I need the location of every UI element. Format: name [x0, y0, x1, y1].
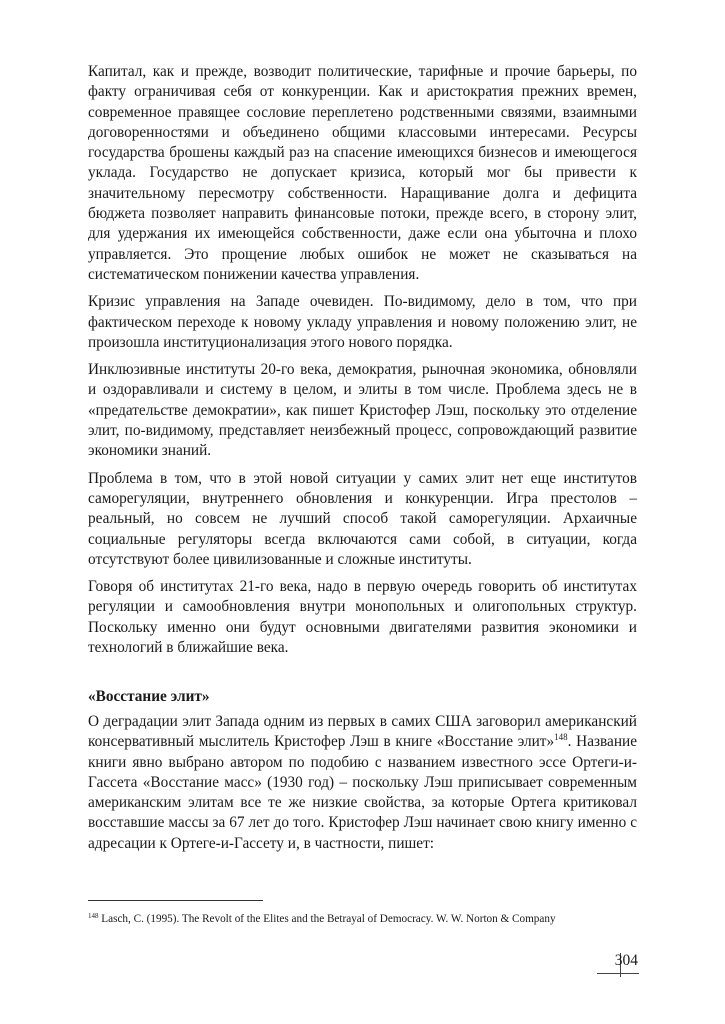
paragraph-self-regulation: Проблема в том, что в этой новой ситуации у самих элит нет еще институтов саморегуляции, внутреннего обновления и конкуренции. Игра престолов – реальный, но совсем не лучший способ такой саморегуляции. Архаичные социальные регуляторы всегда включаются сами собой, в ситуации, когда отсутствуют более цивилизованные и сложные институты.	[88, 469, 637, 568]
footnote-text: Lasch, C. (1995). The Revolt of the Elites and the Betrayal of Democracy. W. W. Norton & Company	[98, 913, 556, 925]
paragraph-21st-century: Говоря об институтах 21-го века, надо в первую очередь говорить об институтах регуляции и самообновления внутри монопольных и олигопольных структур. Поскольку именно они будут основными двигателями развития экономики и технологий в ближайшие века.	[88, 578, 637, 657]
footnote-reference[interactable]: 148	[554, 732, 568, 743]
paragraph-capital: Капитал, как и прежде, возводит политические, тарифные и прочие барьеры, по факту ограничивая себя от конкуренции. Как и аристократия прежних времен, современное правящее сословие переплетено родственными связями, взаимными договоренностями и объединено общими классовыми интересами. Ресурсы государства брошены каждый раз на спасение имеющихся бизнесов и имеющегося уклада. Государство не допускает кризиса, который мог бы привести к значительному пересмотру собственности. Наращивание долга и дефицита бюджета позволяет направить финансовые потоки, прежде всего, в сторону элит, для удержания их имеющейся собственности, даже если она убыточна и плохо управляется. Это прощение любых ошибок не может не сказываться на систематическом понижении качества управления.	[88, 63, 637, 283]
body-text	[88, 62, 637, 665]
section-body	[88, 712, 637, 854]
page-number-underline	[597, 973, 639, 974]
page-number: 304	[614, 952, 638, 969]
section-heading: «Восстание элит»	[88, 688, 210, 705]
paragraph-text-end: . Название книги явно выбрано автором по подобию с названием известного эссе Ортеги-и-Гассета «Восстание масс» (1930 год) – поскольку Лэш приписывает современным американским элитам все те же низкие свойства, за которые Ортега критиковал восставшие массы за 67 лет до того. Кристофер Лэш начинает свою книгу именно с адресации к Ортеге-и-Гассету и, в частности, пишет:	[88, 733, 637, 852]
paragraph-text-start: О деградации элит Запада одним из первых в самих США заговорил американский консервативный мыслитель Кристофер Лэш в книге «Восстание элит»	[88, 713, 637, 751]
paragraph-inclusive-institutions: Инклюзивные институты 20-го века, демократия, рыночная экономика, обновляли и оздоравливали и систему в целом, и элиты в том числе. Проблема здесь не в «предательстве демократии», как пишет Кристофер Лэш, поскольку это отделение элит, по-видимому, представляет неизбежный процесс, сопровождающий развитие экономики знаний.	[88, 361, 637, 460]
paragraph-revolt-of-elites	[88, 712, 637, 854]
footnote-divider	[88, 900, 263, 901]
paragraph-governance-crisis: Кризис управления на Западе очевиден. По-видимому, дело в том, что при фактическом переходе к новому укладу управления и новому положению элит, не произошла институционализация этого нового порядка.	[88, 293, 637, 351]
footnote-number: 148	[88, 912, 99, 920]
footnote	[88, 912, 648, 926]
